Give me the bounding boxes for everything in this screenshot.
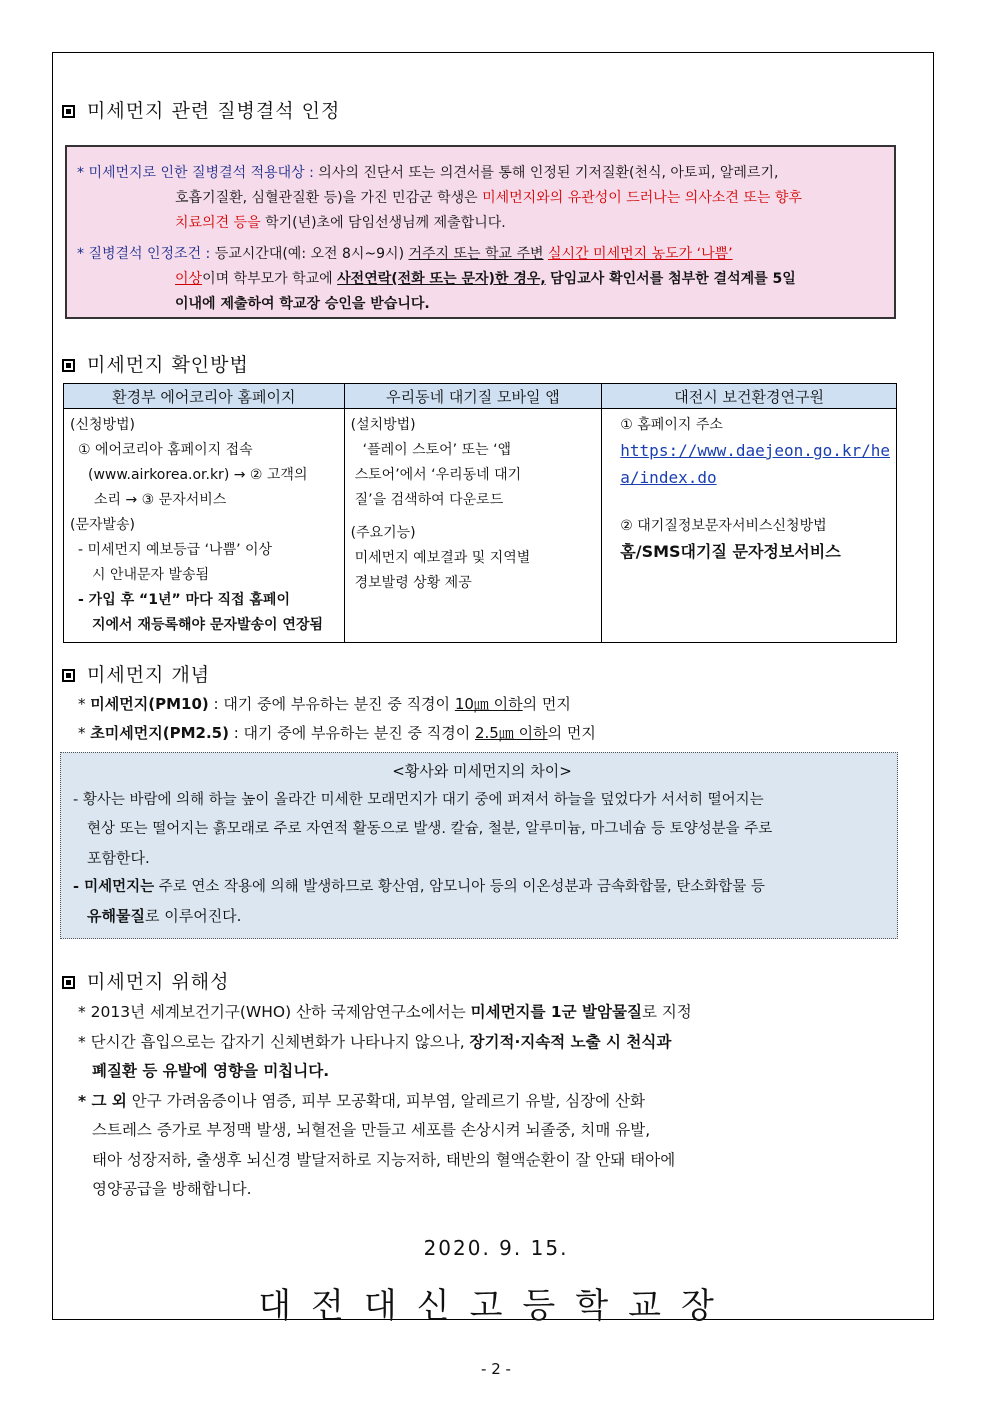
illness-absence-box: * 미세먼지로 인한 질병결석 적용대상 : 의사의 진단서 또는 의견서를 통해 인정된 기저질환(천식, 아토피, 알레르기, 호흡기질환, 심혈관질환 등)을 가진 민감군 학생은 미세먼지와의 유관성이 드러나는 의사소견 또는 향후 치료의견 등을 학기(년)초에 담임선생님께 제출합니다. * 질병결석 인정조건 : 등교시간대(예: 오전 8시~9시) 거주지 또는 학교 주변 실시간 미세먼지 농도가 ‘나쁨’ 이상이며 학부모가 학교에 사전연락(전화 또는 문자)한 경우, 담임교사 확인서를 첨부한 결석계를 5일 이내에 제출하여 학교장 승인을 받습니다.	[65, 145, 896, 319]
check-methods-table	[63, 383, 897, 643]
daejeon-url-link[interactable]: https://www.daejeon.go.kr/he	[620, 441, 890, 460]
daejeon-institute-cell: ① 홈페이지 주소 https://www.daejeon.go.kr/he a/index.do ② 대기질정보문자서비스신청방법 홈/SMS대기질 문자정보서비스	[602, 409, 897, 643]
difference-title: <황사와 미세먼지의 차이>	[392, 762, 572, 780]
square-bullet-icon	[62, 359, 75, 372]
section-heading-harm: 미세먼지 위해성	[62, 967, 230, 994]
pm10-definition: * 미세먼지(PM10) : 대기 중에 부유하는 분진 중 직경이 10㎛ 이하의 먼지	[78, 695, 571, 713]
section-heading-illness: 미세먼지 관련 질병결석 인정	[62, 96, 340, 123]
page-number: - 2 -	[481, 1360, 511, 1378]
illness-target-paragraph: * 미세먼지로 인한 질병결석 적용대상 : 의사의 진단서 또는 의견서를 통해 인정된 기저질환(천식, 아토피, 알레르기,	[77, 165, 779, 181]
table-header: 우리동네 대기질 모바일 앱	[344, 384, 602, 409]
airkorea-cell: (신청방법) ① 에어코리아 홈페이지 접속 (www.airkorea.or.kr) → ② 고객의 소리 → ③ 문자서비스 (문자발송) - 미세먼지 예보등급 ‘나쁨’ 이상 시 안내문자 발송됨 - 가입 후 “1년” 마다 직접 홈페이 지에서 재등록해야 문자발송이 연장됨	[64, 409, 345, 643]
daejeon-url-link-cont[interactable]: a/index.do	[620, 468, 717, 487]
section-heading-concept: 미세먼지 개념	[62, 660, 210, 687]
illness-condition-paragraph: * 질병결석 인정조건 : 등교시간대(예: 오전 8시~9시) 거주지 또는 학교 주변 실시간 미세먼지 농도가 ‘나쁨’	[77, 246, 733, 262]
table-header: 대전시 보건환경연구원	[602, 384, 897, 409]
school-principal-signature: 대전대신고등학교장	[258, 1286, 734, 1326]
square-bullet-icon	[62, 669, 75, 682]
yellow-dust-difference-box: <황사와 미세먼지의 차이> - 황사는 바람에 의해 하늘 높이 올라간 미세한 모래먼지가 대기 중에 퍼져서 하늘을 덮었다가 서서히 떨어지는 현상 또는 떨어지는 흙모래로 주로 자연적 활동으로 발생. 칼슘, 철분, 알루미늄, 마그네슘 등 토양성분을 주로 포함한다. - 미세먼지는 주로 연소 작용에 의해 발생하므로 황산염, 암모니아 등의 이온성분과 금속화합물, 탄소화합물 등 유해물질로 이루어진다.	[60, 752, 898, 939]
table-header: 환경부 에어코리아 홈페이지	[64, 384, 345, 409]
mobile-app-cell: (설치방법) ‘플레이 스토어’ 또는 ‘앱 스토어’에서 ‘우리동네 대기 질’을 검색하여 다운로드 (주요기능) 미세먼지 예보결과 및 지역별 경보발령 상황 제공	[344, 409, 602, 643]
pm25-definition: * 초미세먼지(PM2.5) : 대기 중에 부유하는 분진 중 직경이 2.5㎛ 이하의 먼지	[78, 724, 596, 742]
document-date: 2020. 9. 15.	[423, 1236, 569, 1260]
square-bullet-icon	[62, 105, 75, 118]
harm-list: * 2013년 세계보건기구(WHO) 산하 국제암연구소에서는 미세먼지를 1군 발암물질로 지정 * 단시간 흡입으로는 갑자기 신체변화가 나타나지 않으나, 장기적·지속적 노출 시 천식과 폐질환 등 유발에 영향을 미칩니다. * 그 외 안구 가려움증이나 염증, 피부 모공확대, 피부염, 알레르기 유발, 심장에 산화 스트레스 증가로 부정맥 발생, 뇌혈전을 만들고 세포를 손상시켜 뇌졸중, 치매 유발, 태아 성장저하, 출생후 뇌신경 발달저하로 지능저하, 태반의 혈액순환이 잘 안돼 태아에 영양공급을 방해합니다.	[78, 1003, 692, 1198]
square-bullet-icon	[62, 976, 75, 989]
section-heading-check: 미세먼지 확인방법	[62, 350, 249, 377]
